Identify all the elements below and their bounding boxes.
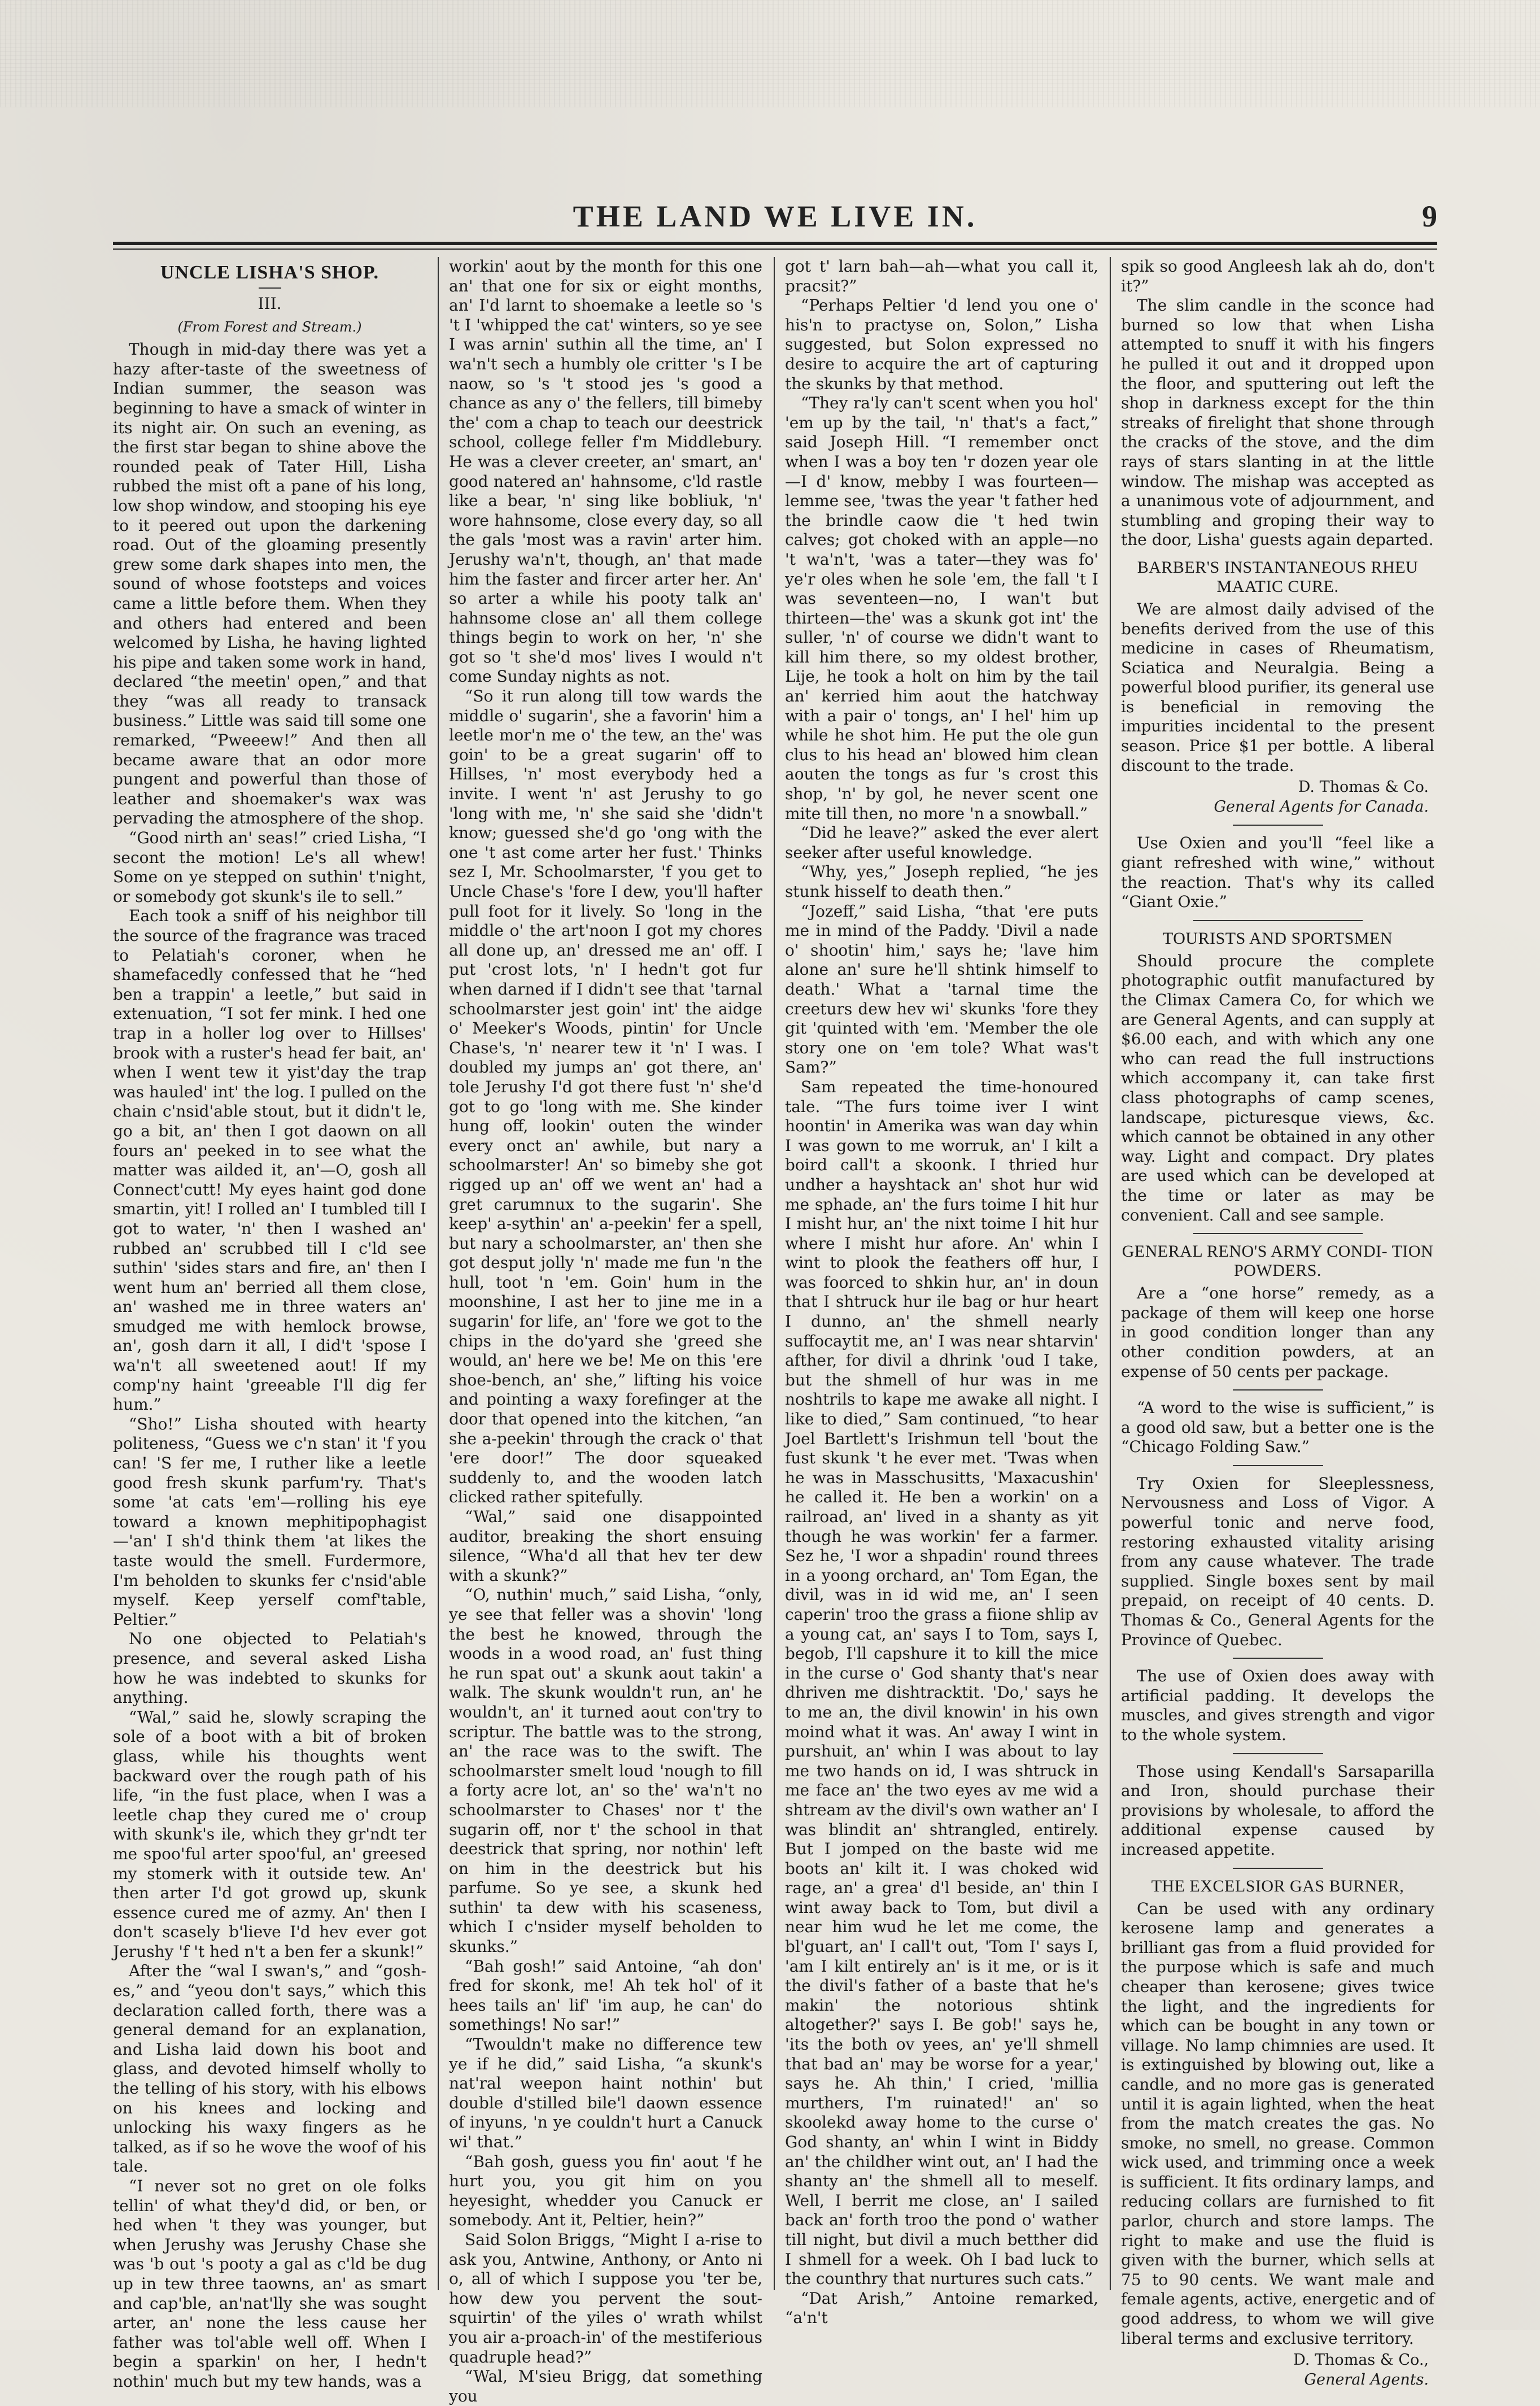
separator	[1233, 1753, 1323, 1754]
story-paragraph: “Bah gosh, guess you fin' aout 'f he hurt you, you git him on you heyesight, whedder you Canuck er somebody. Ant it, Peltier, hein?”	[449, 2152, 762, 2230]
column-2	[449, 257, 762, 2405]
header-rule-thin	[113, 249, 1437, 250]
story-paragraph: “Wal,” said he, slowly scraping the sole of a boot with a bit of broken glass, while his thoughts went backward over the rough path of his life, “in the fust place, when I was a leetle chap they cured me o' croup with skunk's ile, which they gr'ndt ter me spoo'ful arter spoo'ful, an' greesed my stomerk with it outside tew. An' then arter I'd got growd up, skunk essence cured me of azmy. An' then I don't scasely b'lieve I'd hev ever got Jerushy 'f 't hed n't a ben fer a skunk!”	[113, 1707, 426, 1961]
story-paragraph: “Jozeff,” said Lisha, “that 'ere puts me in mind of the Paddy. 'Divil a nade o' shootin' him,' says he; 'lave him alone an' sure he'll shtink himself to death.' What a 'tarnal time the creeturs dew hev wi' skunks 'fore they git 'quinted with 'em. 'Member the ole story one on 'em tole? What was't Sam?”	[785, 901, 1098, 1077]
page-header	[113, 199, 1437, 238]
story-paragraph: “Twouldn't make no difference tew ye if he did,” said Lisha, “a skunk's nat'ral weepon haint nothin' but double d'stilled bile'l daown essence of inyuns, 'n ye couldn't hurt a Canuck wi' that.”	[449, 2035, 762, 2151]
story-paragraph: workin' aout by the month for this one an' that one for six or eight months, an' I'd larnt to shoemake a leetle so 's 't I 'whipped the cat' winters, so ye see I was arnin' suthin all the time, an' I wa'n't sech a humbly ole critter 's I be naow, so 's 't stood jes 's good a chance as any o' the fellers, till bimeby the' com a chap to teach our deestrick school, college feller f'm Middlebury. He was a clever creeter, an' smart, an' good natered an' hahnsome, c'ld rastle like a bear, 'n' sing like bobliuk, 'n' wore hahnsome, close every day, so all the gals 'most was a ravin' arter him. Jerushy wa'n't, though, an' that made him the faster and fircer arter her. An' so arter a while his pooty talk an' hahnsome close an' all them college things begin to work on her, 'n' she got so 't she'd mos' lives I would n't come Sunday nights as not.	[449, 257, 762, 686]
page-title: THE LAND WE LIVE IN.	[573, 199, 978, 233]
ad-tourists-body: Should procure the complete photographic outfit manufactured by the Climax Camera Co, for which we are General Agents, and can supply at $6.00 each, and with which any one who can read the full instructions which accompany it, can take first class photographs of camp scenes, landscape, picturesque views, &c. which cannot be obtained in any other way. Light and compact. Dry plates are used which can be developed at the time or later as may be convenient. Call and see sample.	[1121, 951, 1434, 1224]
story-paragraph: “Sho!” Lisha shouted with hearty politeness, “Guess we c'n stan' it 'f you can! 'S fer me, I ruther like a leetle good fresh skunk parfum'ry. That's some 'at cats 'em'—rolling his eye toward a known mephitipophagist—'an' I sh'd think them 'at likes the taste would the smell. Furdermore, I'm beholden to skunks fer c'nsid'able myself. Keep yerself comf'table, Peltier.”	[113, 1414, 426, 1629]
ad-excelsior-signature: D. Thomas & Co.,	[1293, 2351, 1429, 2369]
story-paragraph: “Why, yes,” Joseph replied, “he jes stunk hisself to death then.”	[785, 862, 1098, 901]
story-part: III.	[258, 294, 282, 313]
ad-barber-body: We are almost daily advised of the benefits derived from the use of this medicine in cases of Rheumatism, Sciatica and Neuralgia. Being a powerful blood purifier, its general use is beneficial in removing the impurities incidental to the present season. Price $1 per bottle. A liberal discount to the trade.	[1121, 599, 1434, 775]
ad-oxien-padding: The use of Oxien does away with artificial padding. It develops the muscles, and gives strength and vigor to the whole system.	[1121, 1667, 1434, 1744]
story-paragraph: spik so good Angleesh lak ah do, don't it?”	[1121, 257, 1434, 295]
story-paragraph: The slim candle in the sconce had burned so low that when Lisha attempted to snuff it with his fingers he pulled it out and it dropped upon the floor, and sputtering out left the shop in darkness except for the thin streaks of firelight that shone through the cracks of the stove, and the dim rays of stars slanting in at the little window. The mishap was accepted as a unanimous vote of adjournment, and stumbling and groping their way to the door, Lisha' guests again departed.	[1121, 296, 1434, 550]
ad-barber-signature-title: General Agents for Canada.	[1214, 797, 1429, 816]
story-paragraph: “Dat Arish,” Antoine remarked, “a'n't	[785, 2289, 1098, 2327]
story-paragraph: “O, nuthin' much,” said Lisha, “only, ye see that feller was a shovin' 'long the best he knowed, through the woods in a wood road, an' fust thing he run spat out' a skunk aout takin' a walk. The skunk wouldn't run, an' he wouldn't, an' it turned aout con'try to scriptur. The battle was to the strong, an' the race was to the swift. The schoolmarster smelt loud 'nough to fill a forty acre lot, an' so the' wa'n't no schoolmarster to Chases' nor t' the sugarin off, nor t' the school in that deestrick that spring, nor nothin' left on him in the deestrick but his parfume. So ye see, a skunk hed suthin' ta dew with his scaseness, which I c'nsider myself beholden to skunks.”	[449, 1585, 762, 1956]
column-3	[785, 257, 1098, 2327]
story-paragraph: “Did he leave?” asked the ever alert seeker after useful knowledge.	[785, 823, 1098, 862]
ad-kendall: Those using Kendall's Sarsaparilla and Iron, should purchase their provisions by wholesale, to afford the additional expense caused by increased appetite.	[1121, 1762, 1434, 1859]
story-paragraph: After the “wal I swan's,” and “gosh-es,” and “yeou don't says,” which this declaration called forth, there was a general demand for an explanation, and Lisha laid down his boot and glass, and devoted himself wholly to the telling of his story, with his elbows on his knees and locking and unlocking his waxy fingers as he talked, as if so he wove the woof of his tale.	[113, 1962, 426, 2176]
paper-stain	[0, 0, 1540, 107]
column-4	[1121, 257, 1434, 2388]
column-1	[113, 257, 426, 2391]
story-paragraph: “I never sot no gret on ole folks tellin' of what they'd did, or ben, or hed when 't they was younger, but when Jerushy was Jerushy Chase she was 'b out 's pooty a gal as c'ld be dug up in tew three taowns, an' as smart and cap'ble, an'nat'lly she was sought arter, an' none the less cause her father was tol'able well off. When I begin a sparkin' on her, I hedn't nothin' much but my tew hands, was a	[113, 2177, 426, 2391]
story-paragraph: Each took a sniff of his neighbor till the source of the fragrance was traced to Pelatiah's coroner, when he shamefacedly confessed that he “hed ben a trappin' a leetle,” but said in extenuation, “I sot fer mink. I hed one trap in a holler log over to Hillses' brook with a ruster's head fer bait, an' when I went tew it yist'day the trap was hauled' int' the log. I pulled on the chain c'nsid'able stout, but it didn't le, go a bit, an' then I got daown on all fours an' peeked in to see what the matter was ailded it, an'—O, gosh all Connect'cutt! My eyes haint god done smartin, yit! I rolled an' I tumbled till I got to water, 'n' then I washed an' rubbed an' scrubbed till I c'ld see suthin' 'sides stars and fire, an' then I went hum an' berried all them close, an' washed me in three waters an' smudged me with hemlock browse, an', gosh darn it all, I did't 'spose I wa'n't all sweetened aout! If my comp'ny haint 'greeable I'll dig fer hum.”	[113, 906, 426, 1414]
story-paragraph: “Wal,” said one disappointed auditor, breaking the short ensuing silence, “Wha'd all that hev ter dew with a skunk?”	[449, 1507, 762, 1585]
story-body-col1	[113, 340, 426, 2391]
story-paragraph: “Perhaps Peltier 'd lend you one o' his'n to practyse on, Solon,” Lisha suggested, but Solon expressed no desire to acquire the art of capturing the skunks by that method.	[785, 296, 1098, 393]
separator	[1233, 1658, 1323, 1659]
column-rule	[774, 257, 775, 2290]
separator	[1233, 1465, 1323, 1466]
story-paragraph: “They ra'ly can't scent when you hol' 'em up by the tail, 'n' that's a fact,” said Joseph Hill. “I remember onct when I was a boy ten 'r dozen year ole—I d' know, mebby I was fourteen—lemme see, 'twas the year 't father hed the brindle caow die 't hed twin calves; got choked with an apple—no 't wa'n't, 'was a tater—they was fo' ye'r oles when he sole 'em, the fall 't I was seventeen—no, I wan't but thirteen—the' was a skunk got int' the suller, 'n' of course we didn't want to kill him there, so my oldest brother, Lije, he took a holt on him by the tail an' kerried him aout the hatchway with a pair o' tongs, an' I hel' him up while he shot him. He put the ole gun clus to his head an' blowed him clean aouten the tongs as fur 's crost this shop, 'n' by gol, he never scent one mite till then, no more 'n a snowball.”	[785, 394, 1098, 823]
separator	[1193, 920, 1363, 921]
ad-excelsior-body: Can be used with any ordinary kerosene lamp and generates a brilliant gas from a fluid provided for the purpose which is safe and much cheaper than kerosene; gives twice the light, and the ingredients for which can be bought in any town or village. No lamp chimnies are used. It is extinguished by blowing out, like a candle, and no more gas is generated until it is again lighted, when the heat from the match creates the gas. No smoke, no smell, no grease. Common wick used, and trimming once a week is sufficient. It fits ordinary lamps, and reducing collars are furnished to fit parlor, church and store lamps. The right to make and use the fluid is given with the burner, which sells at 75 to 90 cents. We want male and female agents, active, energetic and of good address, to whom we will give liberal terms and exclusive territory.	[1121, 1899, 1434, 2348]
ad-barber-title: BARBER'S INSTANTANEOUS RHEU MAATIC CURE.	[1137, 557, 1419, 596]
story-paragraph: got t' larn bah—ah—what you call it, pracsit?”	[785, 257, 1098, 295]
column-rule	[438, 257, 439, 2290]
column-rule	[1110, 257, 1111, 2290]
separator	[1193, 1233, 1363, 1234]
ad-reno-title: GENERAL RENO'S ARMY CONDI- TION POWDERS.	[1122, 1242, 1434, 1280]
ad-tourists-title: TOURISTS AND SPORTSMEN	[1162, 929, 1393, 948]
story-paragraph: “So it run along till tow wards the middle o' sugarin', she a favorin' him a leetle mor'n me o' the tew, an the' was goin' to be a great sugarin' off to Hillses, 'n' most everybody hed a invite. I went 'n' ast Jerushy to go 'long with me, 'n' she said she 'didn't know; guessed she'd go 'ong with the one 't ast come arter her fust.' Thinks sez I, Mr. Schoolmarster, 'f you get to Uncle Chase's 'fore I dew, you'll hafter pull foot for it lively. So 'long in the middle o' the art'noon I got my chores all done up, an' dressed me an' off. I put 'crost lots, 'n' I hedn't got fur when darned if I didn't see that 'tarnal schoolmarster jest goin' int' the aidge o' Meeker's Woods, pintin' for Uncle Chase's, 'n' nearer tew it 'n' I was. I doubled my jumps an' got there, an' tole Jerushy I'd got there fust 'n' she'd got to go 'long with me. She kinder hung off, lookin' outen the winder every onct an' awhile, but nary a schoolmarster! An' so bimeby she got rigged up an' off we went an' had a gret carumnux to the sugarin'. She keep' a-sythin' an' a-peekin' fer a spell, but nary a schoolmarster, an' then she got desput jolly 'n' made me fun 'n the hull, toot 'n 'em. Goin' hum in the moonshine, I ast her to jine me in a sugarin' for life, an' 'fore we got to the chips in the do'yard she 'greed she would, an' here we be! Me on this 'ere shoe-bench, an' she,” lifting his voice and pointing a waxy forefinger at the door that opened into the kitchen, “an she a-peekin' through the crack o' that 'ere door!” The door squeaked suddenly to, and the wooden latch clicked rather spitefully.	[449, 687, 762, 1507]
ad-barber-signature: D. Thomas & Co.	[1298, 778, 1429, 796]
ad-oxien-giant: Use Oxien and you'll “feel like a giant refreshed with wine,” without the reaction. That's why its called “Giant Oxie.”	[1121, 834, 1434, 912]
story-paragraph: Sam repeated the time-honoured tale. “The furs toime iver I wint hoontin' in Amerika was wan day whin I was gown to me worruk, an' I kilt a boird call't a skoonk. I thried hur undher a hayshtack an' shot hur wid me sphade, an' the furs toime I hit hur I misht hur, an' the nixt toime I hit hur where I misht hur afore. An' whin I wint to plook the feathers off hur, I was foorced to shkin hur, an' in doun that I shtruck hur ile bag or hur heart I dunno, an' the shmell nearly suffocaytit me, an' I was near shtarvin' afther, for divil a dhrink 'oud I take, but the shmell of hur was in me noshtrils to kape me awake all night. I like to died,” Sam continued, “to hear Joel Bartlett's Irishmun tell 'bout the fust skunk 't he ever met. 'Twas when he was in Masschusitts, 'Maxacushin' he called it. He ben a workin' on a railroad, an' lived in a shanty as yit though he was workin' fer a farmer. Sez he, 'I wor a shpadin' round threes in a yoong orchard, an' Tom Egan, the divil, was in id wid me, an' I seen caperin' troo the grass a fiione shlip av a young cat, an' says I to Tom, says I, begob, I'll capshure it to kill the mice in the curse o' God shanty that's near dhriven me dishtracktit. 'Do,' says he to me an, the divil knowin' in his own moind what it was. An' away I wint in purshuit, an' whin I was about to lay me two hands on id, I was shtruck in me face an' the two eyes av me wid a shtream av the divil's own wather an' I was blindit an' shtrangled, entirely. But I jomped on the baste wid me boots an' kilt it. I was choked wid rage, an' a grea' d'l beside, an' thin I wint away back to Tom, but divil a near him wud he let me come, the bl'guart, an' I call't out, 'Tom I' says I, 'am I kilt entirely an' is it me, or is it the divil's father of a baste that he's makin' the notorious shtink altogether?' says I. Be gob!' says he, 'its the both ov yees, an' ye'll shmell that bad an' may be worse for a year,' says he. Ah thin,' I cried, 'millia murthers, I'm ruinated!' an' so skoolekd away home to the curse o' God shanty, an' whin I wint in Biddy an' the childher wint out, an' I had the shanty an' the shmell all to meself. Well, I berrit me close, an' I sailed back an' forth troo the pond o' wather till night, but divil a much betther did I shmell for a week. Oh I bad luck to the counthry that nurtures such cats.”	[785, 1077, 1098, 2289]
header-rule	[113, 242, 1437, 245]
story-paragraph: No one objected to Pelatiah's presence, and several asked Lisha how he was indebted to skunks for anything.	[113, 1629, 426, 1707]
story-paragraph: “Wal, M'sieu Brigg, dat something you	[449, 2367, 762, 2405]
story-body-col4	[1121, 257, 1434, 550]
story-body-col2	[449, 257, 762, 2406]
story-paragraph: “Good nirth an' seas!” cried Lisha, “I secont the motion! Le's all whew! Some on ye stepped on suthin' t'night, or somebody got skunk's ile to sell.”	[113, 829, 426, 906]
ad-folding-saw: “A word to the wise is sufficient,” is a good old saw, but a better one is the “Chicago Folding Saw.”	[1121, 1398, 1434, 1457]
story-paragraph: “Bah gosh!” said Antoine, “ah don' fred for skonk, me! Ah tek hol' of it hees tails an' lif' 'im aup, he can' do somethings! No sar!”	[449, 1956, 762, 2034]
ad-excelsior-signature-title: General Agents.	[1304, 2370, 1429, 2388]
separator	[1233, 825, 1323, 826]
separator	[1233, 1389, 1323, 1391]
story-source: (From Forest and Stream.)	[177, 319, 362, 335]
ad-reno-body: Are a “one horse” remedy, as a package of them will keep one horse in good condition longer than any other condition powders, at an expense of 50 cents per package.	[1121, 1284, 1434, 1381]
ad-oxien-sleeplessness: Try Oxien for Sleeplessness, Nervousness and Loss of Vigor. A powerful tonic and nerve food, restoring exhausted vitality arising from any cause whatever. The trade supplied. Single boxes sent by mail prepaid, on receipt of 40 cents. D. Thomas & Co., General Agents for the Province of Quebec.	[1121, 1474, 1434, 1649]
story-headline: UNCLE LISHA'S SHOP.	[160, 262, 379, 283]
story-paragraph: Said Solon Briggs, “Might I a-rise to ask you, Antwine, Anthony, or Anto ni o, all of which I suppose you 'ter be, how dew you pervent the sout-squirtin' of the yiles o' wrath whilst you air a-proach-in' of the mestiferious quadruple head?”	[449, 2230, 762, 2366]
headline-rule	[259, 287, 281, 289]
separator	[1233, 1868, 1323, 1869]
page-number: 9	[1422, 199, 1437, 233]
story-paragraph: Though in mid-day there was yet a hazy after-taste of the sweetness of Indian summer, the season was beginning to have a smack of winter in its night air. On such an evening, as the first star began to shine above the rounded peak of Tater Hill, Lisha rubbed the mist oft a pane of his long, low shop window, and stooping his eye to it peered out upon the darkening road. Out of the gloaming presently grew some dark shapes into men, the sound of whose footsteps and voices came a little before them. When they and others had entered and been welcomed by Lisha, he having lighted his pipe and taken some work in hand, declared “the meetin' open,” and that they “was all ready to transack business.” Little was said till some one remarked, “Pweeew!” And then all became aware that an odor more pungent and powerful than those of leather and shoemaker's wax was pervading the atmosphere of the shop.	[113, 340, 426, 828]
ad-excelsior-title: THE EXCELSIOR GAS BURNER,	[1151, 1876, 1404, 1895]
story-body-col3	[785, 257, 1098, 2328]
